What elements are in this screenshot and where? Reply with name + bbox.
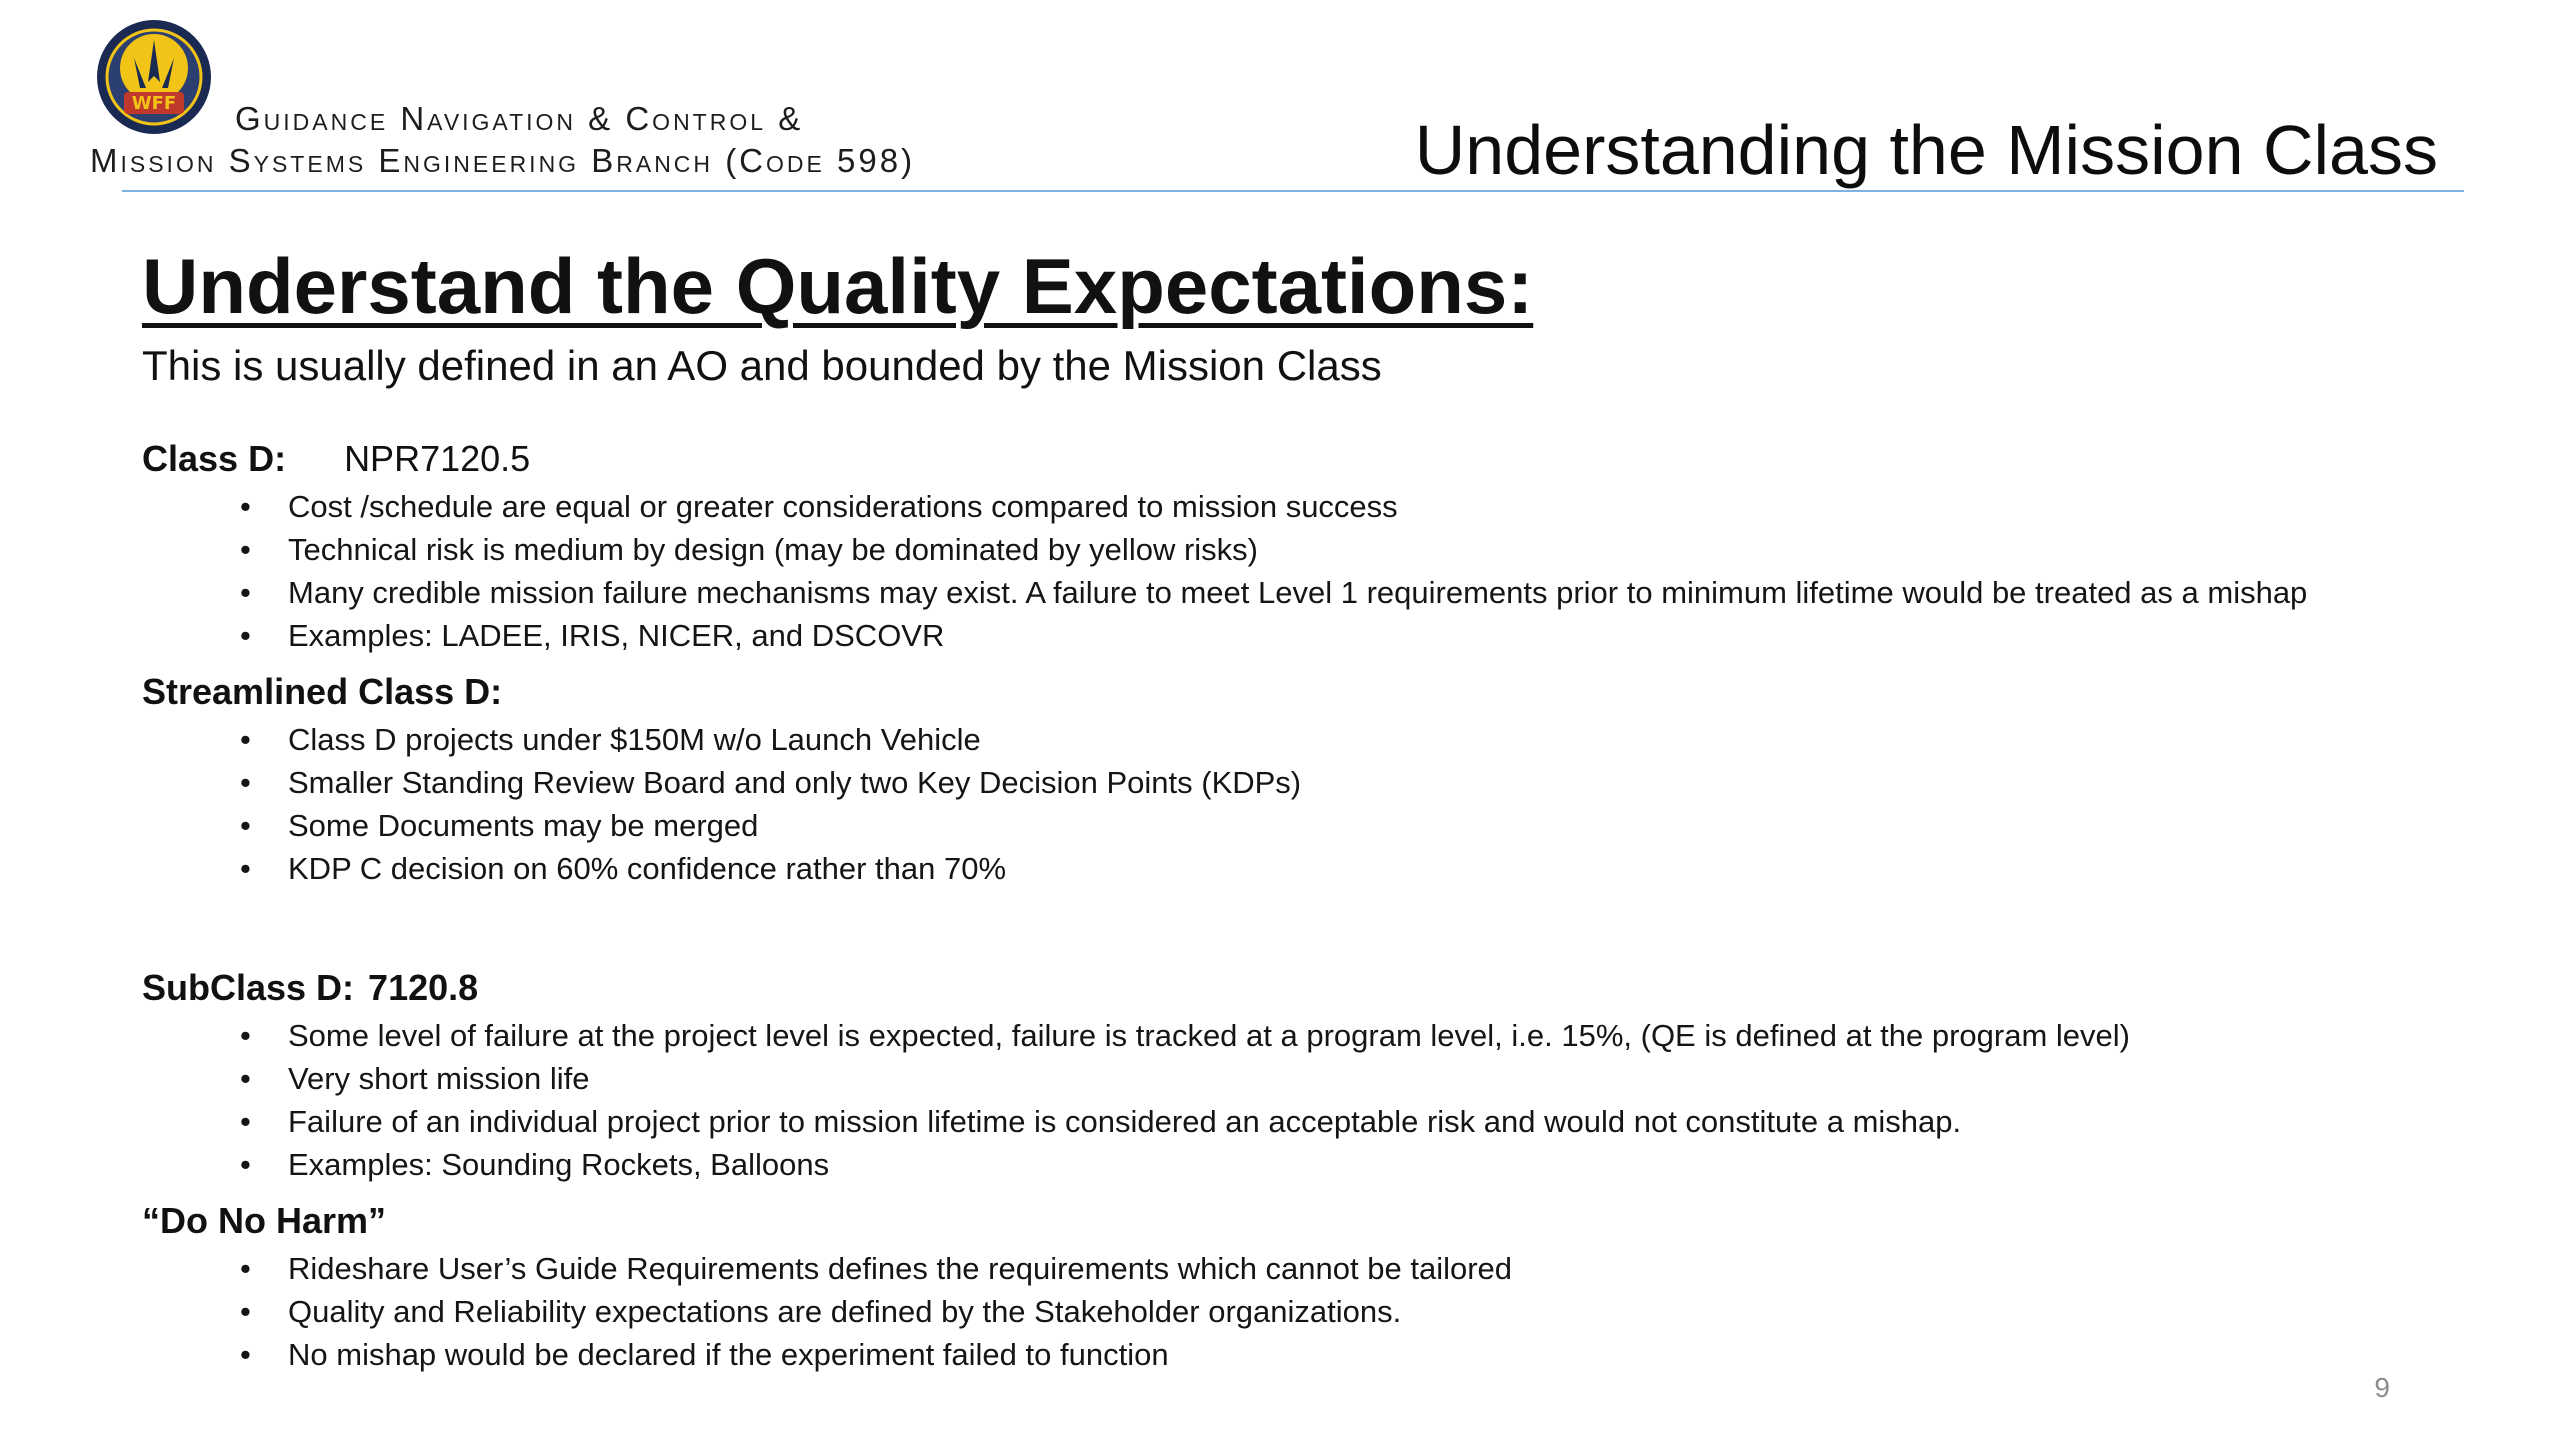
section-do-no-harm — [142, 1195, 2462, 1376]
list-item: • Class D projects under $150M w/o Launch Vehicle — [142, 718, 2462, 761]
section-class-d — [142, 433, 2462, 657]
bullet-list — [142, 485, 2462, 657]
section-title — [142, 962, 2462, 1014]
list-item: • Cost /schedule are equal or greater considerations compared to mission success — [142, 485, 2462, 528]
bullet-glyph: • — [240, 532, 251, 567]
section-title-label: Streamlined Class D: — [142, 671, 503, 712]
branch-line-1: Guidance Navigation & Control & — [235, 100, 804, 137]
section-streamlined-class-d — [142, 666, 2462, 890]
branch-line-2: Mission Systems Engineering Branch (Code 598) — [90, 142, 916, 179]
section-title — [142, 433, 2462, 485]
bullet-list — [142, 1247, 2462, 1376]
bullet-glyph: • — [240, 1147, 251, 1182]
list-item: • No mishap would be declared if the experiment failed to function — [142, 1333, 2462, 1376]
logo-text: WFF — [131, 93, 177, 114]
branch-name — [90, 98, 915, 182]
bullet-glyph: • — [240, 1337, 251, 1372]
header-divider — [122, 190, 2464, 192]
slide-title: Understanding the Mission Class — [1414, 111, 2438, 189]
bullet-glyph: • — [240, 851, 251, 886]
list-item: • Smaller Standing Review Board and only two Key Decision Points (KDPs) — [142, 761, 2462, 804]
section-title-label: Class D: — [142, 438, 287, 479]
bullet-glyph: • — [240, 1061, 251, 1096]
bullet-glyph: • — [240, 575, 251, 610]
bullet-glyph: • — [240, 1251, 251, 1286]
page-subheading: This is usually defined in an AO and bounded by the Mission Class — [142, 342, 1382, 389]
section-title — [142, 666, 2462, 718]
bullet-glyph: • — [240, 1294, 251, 1329]
bullet-glyph: • — [240, 722, 251, 757]
list-item: • KDP C decision on 60% confidence rather than 70% — [142, 847, 2462, 890]
section-title-label: SubClass D: — [142, 967, 355, 1008]
section-subclass-d — [142, 962, 2462, 1186]
bullet-glyph: • — [240, 489, 251, 524]
section-spec: 7120.8 — [368, 967, 479, 1008]
bullet-glyph: • — [240, 1104, 251, 1139]
list-item: • Very short mission life — [142, 1057, 2462, 1100]
page-number: 9 — [2374, 1372, 2390, 1403]
bullet-glyph: • — [240, 1018, 251, 1053]
bullet-glyph: • — [240, 808, 251, 843]
bullet-list — [142, 1014, 2462, 1186]
list-item: • Examples: LADEE, IRIS, NICER, and DSCOVR — [142, 614, 2462, 657]
list-item: • Quality and Reliability expectations are defined by the Stakeholder organizations. — [142, 1290, 2462, 1333]
bullet-glyph: • — [240, 618, 251, 653]
list-item: • Examples: Sounding Rockets, Balloons — [142, 1143, 2462, 1186]
section-title — [142, 1195, 2462, 1247]
bullet-glyph: • — [240, 765, 251, 800]
list-item: • Some Documents may be merged — [142, 804, 2462, 847]
page-heading: Understand the Quality Expectations: — [142, 242, 1534, 330]
list-item: • Many credible mission failure mechanisms may exist. A failure to meet Level 1 requirements prior to minimum lifetime would be treated as a mishap — [142, 571, 2462, 614]
list-item: • Failure of an individual project prior to mission lifetime is considered an acceptable risk and would not constitute a mishap. — [142, 1100, 2462, 1143]
section-spec: NPR7120.5 — [344, 438, 531, 479]
bullet-list — [142, 718, 2462, 890]
list-item: • Some level of failure at the project level is expected, failure is tracked at a program level, i.e. 15%, (QE is defined at the program level) — [142, 1014, 2462, 1057]
list-item: • Technical risk is medium by design (may be dominated by yellow risks) — [142, 528, 2462, 571]
section-title-label: “Do No Harm” — [142, 1200, 387, 1241]
list-item: • Rideshare User’s Guide Requirements defines the requirements which cannot be tailored — [142, 1247, 2462, 1290]
